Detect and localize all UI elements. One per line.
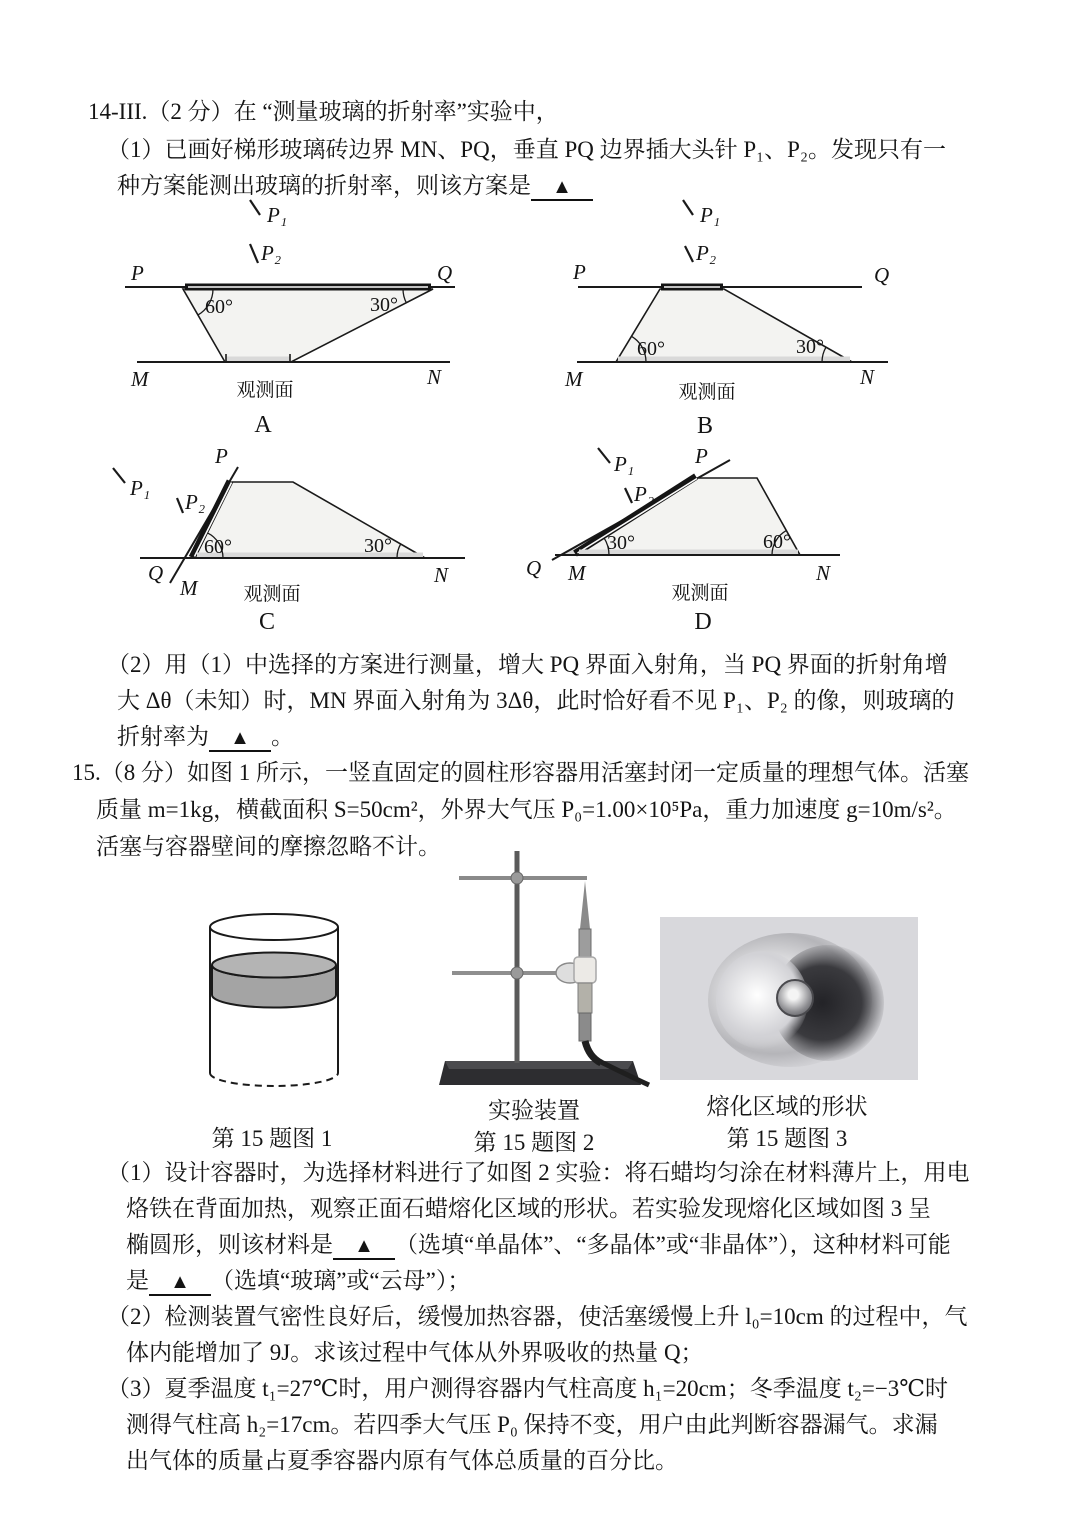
q15-header-line1: 15.（8 分）如图 1 所示，一竖直固定的圆柱形容器用活塞封闭一定质量的理想气体。活塞 — [72, 760, 969, 785]
option-letter: A — [254, 412, 272, 438]
m-label: M — [565, 367, 583, 391]
q14-item2-line2: 大 Δθ（未知）时，MN 界面入射角为 3Δθ，此时恰好看不见 P₁、P₂ 的像，则玻璃的 — [117, 688, 955, 713]
iron-collar — [574, 957, 596, 983]
figure3-label: 熔化区域的形状 — [706, 1094, 868, 1119]
q-label: Q — [874, 263, 890, 287]
observe-surface-label: 观测面 — [243, 584, 301, 605]
q14-item2-line3 — [117, 722, 294, 752]
angle-left-label: 30° — [607, 532, 635, 554]
q15-item2-line1: （2）检测装置气密性良好后，缓慢加热容器，使活塞缓慢上升 l₀=10cm 的过程中，气 — [107, 1304, 968, 1329]
n-label: N — [434, 563, 449, 587]
figure2-label: 实验装置 — [488, 1098, 580, 1123]
pin-p2-stroke — [177, 498, 183, 513]
q15-item1-line3-tail: （选填“单晶体”、“多晶体”或“非晶体”），这种材料可能 — [395, 1232, 951, 1257]
option-letter: C — [258, 609, 276, 635]
q14-item2-line3-text: 折射率为 — [117, 724, 209, 749]
melt-center-knob — [776, 979, 814, 1017]
pin-p2-label: P₂ — [634, 482, 655, 506]
q15-header-line2: 质量 m=1kg，横截面积 S=50cm²，外界大气压 P₀=1.00×10⁵Pa，重力加速度 g=10m/s²。 — [96, 797, 957, 822]
angle-right-label: 30° — [370, 294, 398, 316]
cylinder-bottom-dashed — [210, 1073, 338, 1086]
pin-p1-label: P₁ — [267, 203, 288, 227]
pin-p2-stroke — [685, 246, 693, 262]
angle-right-label: 30° — [364, 535, 392, 557]
figure1-caption: 第 15 题图 1 — [211, 1126, 333, 1151]
q-label: Q — [437, 261, 453, 285]
p-label: P — [695, 444, 708, 468]
n-label: N — [427, 365, 442, 389]
pin-p1-label: P₁ — [614, 452, 635, 476]
pin-p2-stroke — [625, 488, 632, 503]
pin-p2-label: P₂ — [261, 241, 282, 265]
figure1-cylinder — [199, 900, 349, 1098]
pin-p1-stroke — [683, 200, 693, 215]
diagram-option-d — [510, 443, 970, 655]
q15-item1-line1: （1）设计容器时，为选择材料进行了如图 2 实验：将石蜡均匀涂在材料薄片上，用电 — [107, 1160, 970, 1185]
observe-surface-label: 观测面 — [678, 382, 736, 403]
option-letter: D — [694, 609, 712, 635]
q14-item2-line1: （2）用（1）中选择的方案进行测量，增大 PQ 界面入射角，当 PQ 界面的折射角增 — [107, 652, 948, 677]
figure3-melt-photo — [660, 917, 918, 1080]
observe-band — [226, 357, 290, 362]
p-label: P — [573, 260, 586, 284]
piston-top — [212, 953, 336, 978]
q-label: Q — [148, 561, 164, 585]
n-label: N — [816, 561, 831, 585]
q15-item1-line2: 烙铁在背面加热，观察正面石蜡熔化区域的形状。若实验发现熔化区域如图 3 呈 — [126, 1196, 931, 1221]
angle-right-label: 30° — [796, 336, 824, 358]
figure2-apparatus — [437, 833, 652, 1091]
q15-item1-material-blank: ▲ — [333, 1234, 395, 1260]
iron-shaft — [579, 929, 591, 957]
pin-p2-stroke — [250, 244, 258, 263]
q-label: Q — [526, 556, 542, 580]
diagram-option-a — [95, 192, 535, 442]
q15-item1-line4 — [126, 1266, 470, 1296]
pin-p1-stroke — [598, 448, 610, 463]
iron-body — [578, 983, 592, 1013]
q15-item1-line3 — [126, 1230, 951, 1260]
pin-p1-label: P₁ — [700, 203, 721, 227]
q15-item1-line4-tail: （选填“玻璃”或“云母”）； — [211, 1268, 471, 1293]
iron-handle — [579, 1013, 591, 1041]
clamp-knob — [511, 967, 523, 979]
q15-item3-line1: （3）夏季温度 t₁=27℃时，用户测得容器内气柱高度 h₁=20cm；冬季温度 t₂=−3℃时 — [107, 1376, 949, 1401]
iron-tip — [580, 881, 590, 929]
diagram-option-c — [80, 443, 530, 655]
q14-item1-line2-text: 种方案能测出玻璃的折射率，则该方案是 — [117, 173, 531, 198]
q15-item3-line2: 测得气柱高 h₂=17cm。若四季大气压 P₀ 保持不变，用户由此判断容器漏气。求漏 — [126, 1412, 938, 1437]
observe-surface-label: 观测面 — [671, 583, 729, 604]
pin-p2-label: P₂ — [185, 490, 206, 514]
q15-item1-line4-text: 是 — [126, 1268, 149, 1293]
figure3-caption: 第 15 题图 3 — [726, 1126, 848, 1151]
angle-left-label: 60° — [205, 296, 233, 318]
p-label: P — [215, 444, 228, 468]
q14-header: 14-III.（2 分）在 “测量玻璃的折射率”实验中， — [88, 99, 559, 124]
q14-item2-line3-tail: 。 — [271, 724, 294, 749]
q14-item1-line1: （1）已画好梯形玻璃砖边界 MN、PQ，垂直 PQ 边界插大头针 P₁、P₂。发现只有一 — [107, 137, 946, 162]
pin-p1-label: P₁ — [130, 476, 151, 500]
option-letter: B — [696, 413, 714, 439]
m-label: M — [131, 367, 149, 391]
pin-p2-label: P₂ — [696, 241, 717, 265]
pin-p1-stroke — [250, 200, 260, 215]
figure2-caption: 第 15 题图 2 — [473, 1130, 595, 1155]
q15-item1-material2-blank: ▲ — [149, 1270, 211, 1296]
q15-item1-line3-text: 椭圆形，则该材料是 — [126, 1232, 333, 1257]
m-label: M — [180, 576, 198, 600]
q14-item2-answer-blank: ▲ — [209, 726, 271, 752]
q15-item2-line2: 体内能增加了 9J。求该过程中气体从外界吸收的热量 Q； — [126, 1340, 704, 1365]
angle-left-label: 60° — [637, 338, 665, 360]
q14-item1-answer-blank: ▲ — [531, 175, 593, 201]
q15-item3-line3: 出气体的质量占夏季容器内原有气体总质量的百分比。 — [126, 1448, 678, 1473]
p-label: P — [131, 261, 144, 285]
n-label: N — [860, 365, 875, 389]
cylinder-top-rim — [210, 914, 338, 940]
diagram-option-b — [540, 192, 990, 442]
cord-bend — [585, 1041, 601, 1063]
angle-right-label: 60° — [763, 531, 791, 553]
q15-header-line3: 活塞与容器壁间的摩擦忽略不计。 — [96, 834, 441, 859]
angle-left-label: 60° — [204, 536, 232, 558]
observe-surface-label: 观测面 — [236, 380, 294, 401]
m-label: M — [568, 561, 586, 585]
top-clamp-knob — [511, 872, 523, 884]
pin-p1-stroke — [113, 468, 125, 483]
